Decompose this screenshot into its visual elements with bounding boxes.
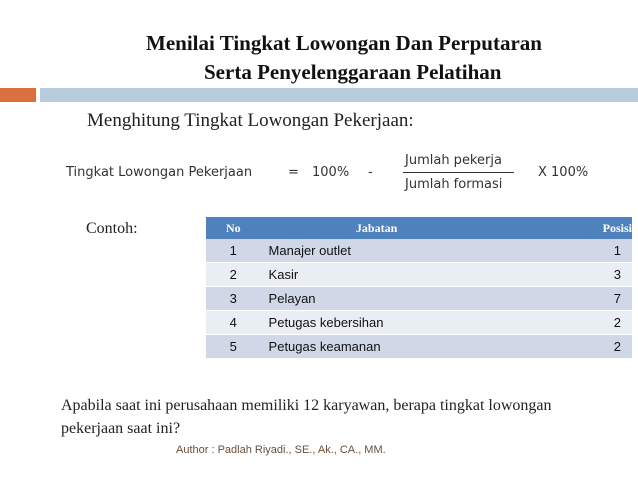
formula-percent: 100% (312, 165, 350, 180)
formula-multiplier: X 100% (538, 165, 589, 180)
author-credit: Author : Padlah Riyadi., SE., Ak., CA., MM. (176, 444, 386, 456)
cell-no: 2 (206, 263, 261, 287)
cell-posisi: 7 (493, 287, 632, 311)
cell-posisi: 2 (493, 335, 632, 359)
header-no: No (206, 217, 261, 239)
cell-jabatan: Pelayan (261, 287, 493, 311)
table-row (206, 239, 632, 263)
question-text: Apabila saat ini perusahaan memiliki 12 karyawan, berapa tingkat lowongan pekerjaan saat ini? (61, 397, 552, 437)
accent-bar-blue (40, 88, 638, 102)
cell-no: 1 (206, 239, 261, 263)
accent-bar-orange (0, 88, 36, 102)
cell-no: 4 (206, 311, 261, 335)
formula-numerator: Jumlah pekerja (405, 153, 502, 168)
header-jabatan: Jabatan (261, 217, 493, 239)
cell-no: 3 (206, 287, 261, 311)
cell-no: 5 (206, 335, 261, 359)
example-label: Contoh: (86, 220, 138, 237)
cell-jabatan: Manajer outlet (261, 239, 493, 263)
cell-jabatan: Kasir (261, 263, 493, 287)
formula-minus: - (368, 165, 373, 180)
table-row (206, 335, 632, 359)
table-row (206, 311, 632, 335)
positions-table (206, 217, 632, 359)
header-posisi: Posisi (493, 217, 632, 239)
cell-posisi: 2 (493, 311, 632, 335)
formula-denominator: Jumlah formasi (405, 177, 503, 192)
formula-equals: = (288, 165, 299, 180)
table-header-row (206, 217, 632, 239)
formula-label: Tingkat Lowongan Pekerjaan (66, 165, 253, 180)
section-heading: Menghitung Tingkat Lowongan Pekerjaan: (87, 110, 414, 131)
cell-jabatan: Petugas kebersihan (261, 311, 493, 335)
table-row (206, 287, 632, 311)
fraction-line (403, 172, 514, 173)
table-row (206, 263, 632, 287)
cell-jabatan: Petugas keamanan (261, 335, 493, 359)
title-line-1: Menilai Tingkat Lowongan Dan Perputaran (146, 31, 542, 55)
cell-posisi: 1 (493, 239, 632, 263)
title-line-2: Serta Penyelenggaraan Pelatihan (204, 60, 502, 84)
cell-posisi: 3 (493, 263, 632, 287)
